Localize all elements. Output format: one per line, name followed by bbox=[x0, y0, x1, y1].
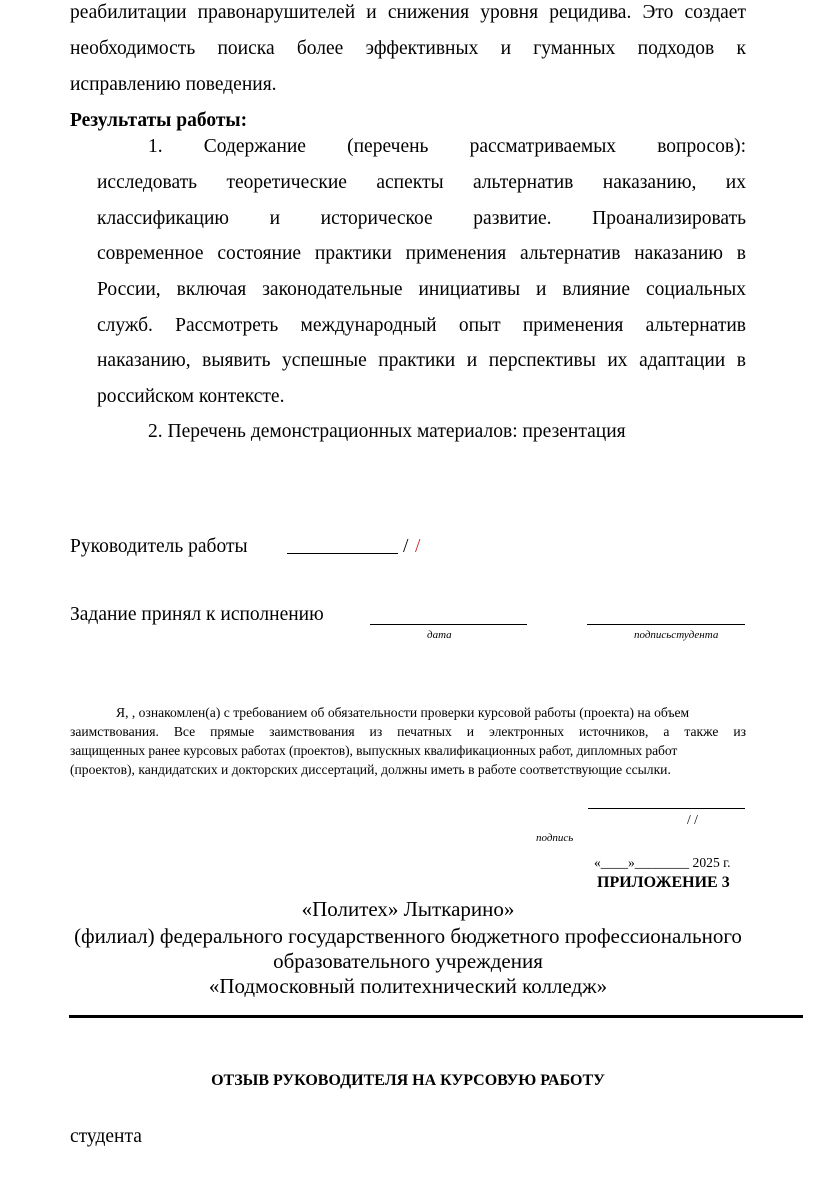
header-divider bbox=[69, 1015, 803, 1018]
results-heading: Результаты работы: bbox=[70, 110, 248, 131]
student-signature-line bbox=[588, 808, 745, 809]
results-item-1-line-4: современное состояние практики применения альтернатив наказанию в bbox=[97, 243, 746, 264]
acknowledgement-line-4: (проектов), кандидатских и докторских диссертаций, должны иметь в работе соответствующие ссылки. bbox=[70, 762, 671, 777]
supervisor-slash-1: / bbox=[403, 536, 409, 557]
accepted-label: Задание принял к исполнению bbox=[70, 604, 324, 625]
accepted-date-line bbox=[370, 624, 527, 625]
acknowledgement-line-1: Я, , ознакомлен(а) с требованием об обязательности проверки курсовой работы (проекта) на объем bbox=[116, 705, 690, 720]
results-item-1-line-6: служб. Рассмотреть международный опыт применения альтернатив bbox=[97, 315, 746, 336]
results-item-1-line-2: исследовать теоретические аспекты альтернатив наказанию, их bbox=[97, 172, 746, 193]
intro-line-1: реабилитации правонарушителей и снижения уровня рецидива. Это создает bbox=[70, 2, 746, 23]
results-item-1-line-7: наказанию, выявить успешные практики и перспективы их адаптации в bbox=[97, 350, 746, 371]
results-item-1-line-8: российском контексте. bbox=[97, 386, 285, 407]
intro-line-2: необходимость поиска более эффективных и гуманных подходов к bbox=[70, 38, 746, 59]
supervisor-signature-line bbox=[287, 553, 398, 554]
intro-line-3: исправлению поведения. bbox=[70, 74, 277, 95]
student-signature-caption: подпись bbox=[536, 832, 574, 844]
results-item-1-line-1: 1. Содержание (перечень рассматриваемых вопросов): bbox=[148, 136, 746, 157]
acknowledgement-line-2: заимствования. Все прямые заимствования из печатных и электронных источников, а также из bbox=[70, 724, 746, 739]
review-title: ОТЗЫВ РУКОВОДИТЕЛЯ НА КУРСОВУЮ РАБОТУ bbox=[211, 1072, 605, 1089]
org-line-3: образовательного учреждения bbox=[273, 949, 543, 973]
results-item-1-line-3: классификацию и историческое развитие. Проанализировать bbox=[97, 208, 746, 229]
student-signature-slashes: / / bbox=[687, 812, 698, 827]
accepted-signature-line bbox=[587, 624, 745, 625]
results-item-2: 2. Перечень демонстрационных материалов: презентация bbox=[148, 421, 626, 442]
org-line-2: (филиал) федерального государственного бюджетного профессионального bbox=[74, 924, 742, 948]
accepted-signature-caption: подписьстудента bbox=[634, 629, 719, 641]
acknowledgement-line-3: защищенных ранее курсовых работах (проектов), выпускных квалификационных работ, дипломных работ bbox=[70, 743, 678, 758]
supervisor-slash-2: / bbox=[415, 536, 421, 557]
supervisor-label: Руководитель работы bbox=[70, 536, 248, 557]
results-item-1-line-5: России, включая законодательные инициативы и влияние социальных bbox=[97, 279, 746, 300]
accepted-date-caption: дата bbox=[427, 629, 452, 641]
appendix-label: ПРИЛОЖЕНИЕ 3 bbox=[597, 874, 730, 891]
org-line-4: «Подмосковный политехнический колледж» bbox=[208, 974, 608, 998]
student-label: студента bbox=[70, 1126, 142, 1147]
student-signature-date: «____»________ 2025 г. bbox=[594, 855, 731, 870]
org-line-1: «Политех» Лыткарино» bbox=[301, 897, 515, 921]
